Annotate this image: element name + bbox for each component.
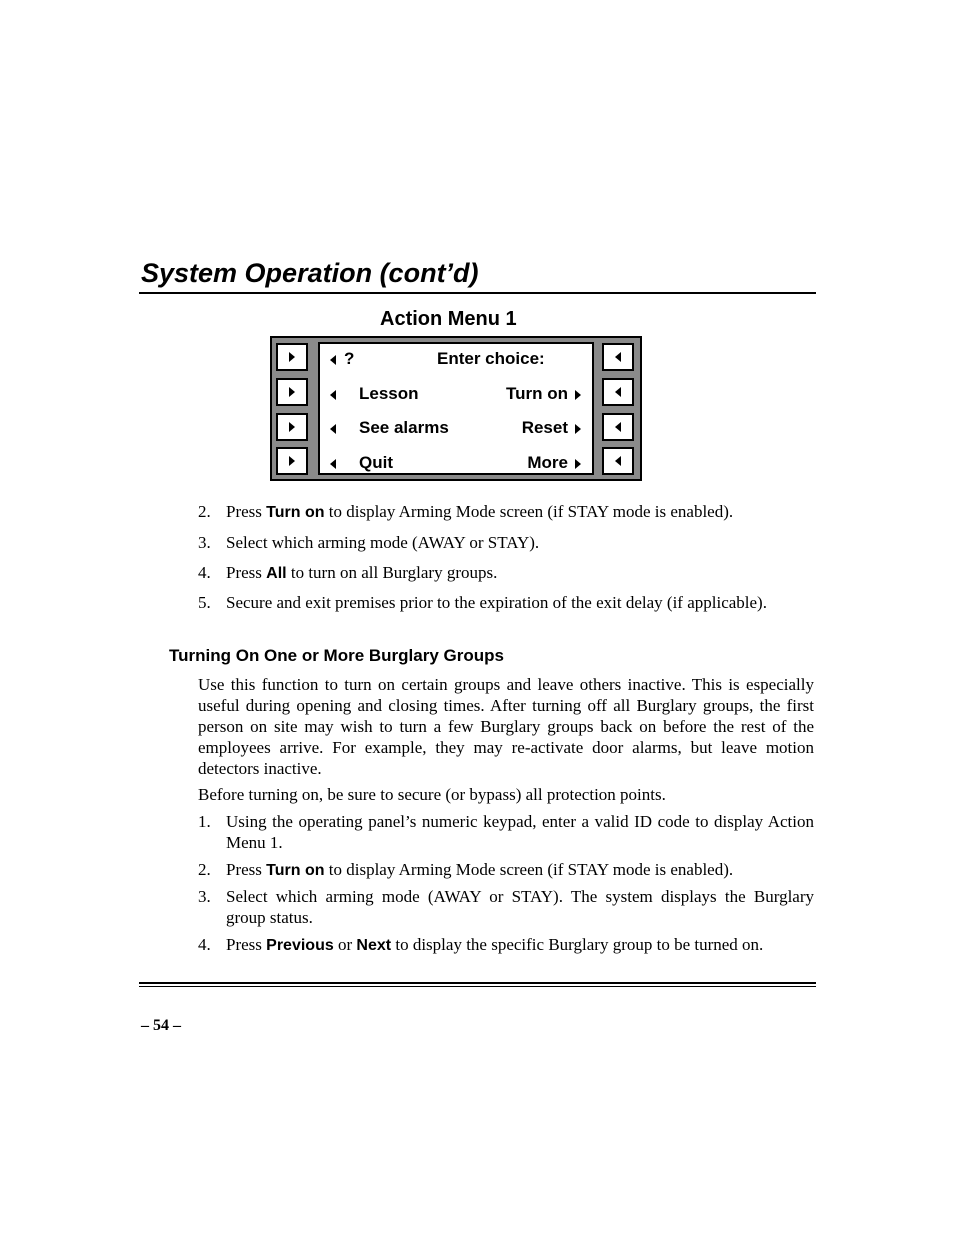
right-arrow-icon [575, 424, 581, 434]
left-arrow-icon [615, 387, 621, 397]
left-arrow-icon [615, 422, 621, 432]
option-turn-on: Turn on [506, 384, 568, 403]
title-rule [139, 292, 816, 294]
right-key-3[interactable] [602, 413, 634, 441]
right-arrow-icon [289, 422, 295, 432]
list-item: 1. Using the operating panel’s numeric keypad, enter a valid ID code to display Action Menu 1. [198, 812, 814, 852]
option-quit: Quit [359, 453, 393, 472]
action-menu-title: Action Menu 1 [380, 308, 517, 330]
screen-row-1 [320, 347, 592, 373]
right-arrow-icon [289, 387, 295, 397]
list-item: 4. Press Previous or Next to display the specific Burglary group to be turned on. [198, 935, 764, 954]
left-arrow-icon [330, 424, 336, 434]
left-key-2[interactable] [276, 378, 308, 406]
section-heading: Turning On One or More Burglary Groups [169, 646, 504, 665]
left-key-3[interactable] [276, 413, 308, 441]
screen-prompt-symbol: ? [344, 349, 355, 368]
list-item: 5. Secure and exit premises prior to the expiration of the exit delay (if applicable). [198, 593, 767, 612]
right-arrow-icon [575, 459, 581, 469]
left-key-4[interactable] [276, 447, 308, 475]
option-more: More [527, 453, 568, 472]
screen-row-2 [320, 382, 592, 408]
left-arrow-icon [330, 355, 336, 365]
page-title: System Operation (cont’d) [141, 258, 479, 288]
footer-rule [139, 982, 816, 984]
left-arrow-icon [615, 352, 621, 362]
list-item: 3. Select which arming mode (AWAY or STAY). [198, 533, 540, 552]
left-arrow-icon [330, 390, 336, 400]
left-arrow-icon [330, 459, 336, 469]
page-number: – 54 – [141, 1017, 181, 1034]
right-key-2[interactable] [602, 378, 634, 406]
list-item: 2. Press Turn on to display Arming Mode screen (if STAY mode is enabled). [198, 860, 734, 879]
keypad-display-panel [270, 336, 642, 481]
footer-rule-thin [139, 986, 816, 987]
right-arrow-icon [575, 390, 581, 400]
option-see-alarms: See alarms [359, 418, 449, 437]
body-paragraph: Use this function to turn on certain groups and leave others inactive. This is especially useful during opening and closing times. After turning off all Burglary groups, the first person on site may wish to turn a few Burglary groups back on before the rest of the employees arrive. For example, they may re-activate door alarms, but leave motion detectors inactive. [198, 675, 814, 778]
list-item: 2. Press Turn on to display Arming Mode screen (if STAY mode is enabled). [198, 502, 734, 521]
screen-prompt: Enter choice: [437, 349, 545, 368]
screen-row-3 [320, 416, 592, 442]
right-key-4[interactable] [602, 447, 634, 475]
right-arrow-icon [289, 352, 295, 362]
left-key-1[interactable] [276, 343, 308, 371]
option-lesson: Lesson [359, 384, 419, 403]
body-paragraph: Before turning on, be sure to secure (or bypass) all protection points. [198, 785, 666, 804]
list-item: 3. Select which arming mode (AWAY or STAY). The system displays the Burglary group status. [198, 887, 814, 927]
option-reset: Reset [521, 418, 568, 437]
left-arrow-icon [615, 456, 621, 466]
right-arrow-icon [289, 456, 295, 466]
lcd-screen [318, 342, 594, 475]
list-item: 4. Press All to turn on all Burglary groups. [198, 563, 498, 582]
right-key-1[interactable] [602, 343, 634, 371]
screen-row-4 [320, 451, 592, 477]
